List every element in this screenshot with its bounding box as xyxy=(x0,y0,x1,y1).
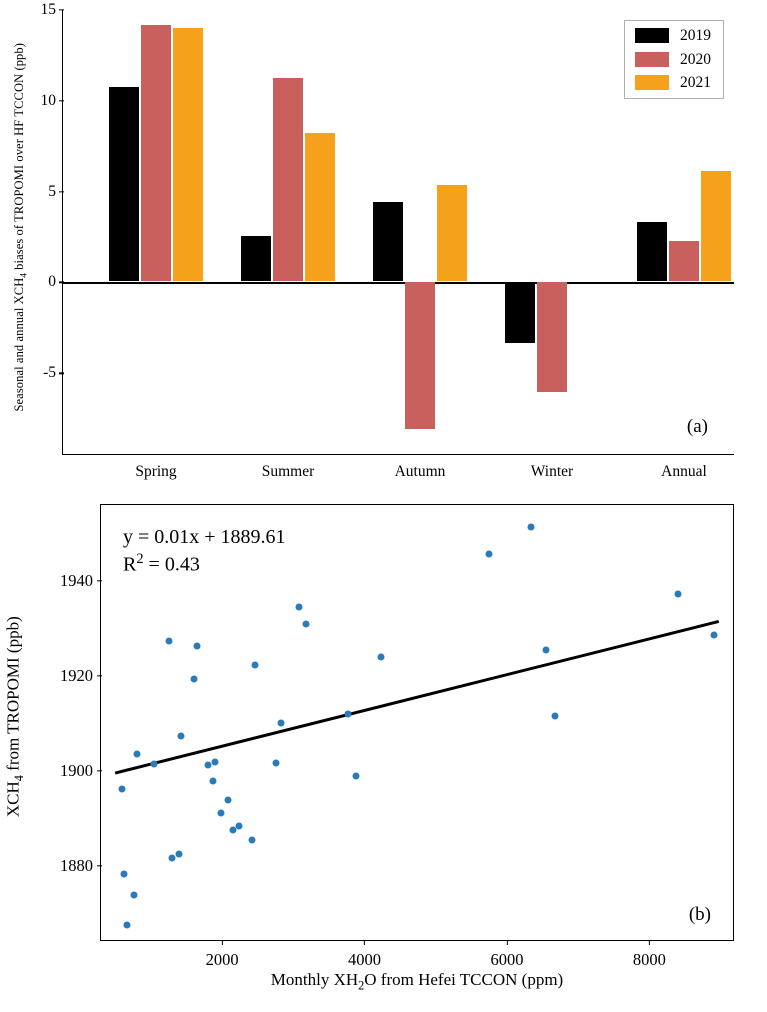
bar-autumn-2021 xyxy=(437,185,467,281)
scatter-point xyxy=(249,837,256,844)
bar-spring-2020 xyxy=(141,25,171,281)
panel-a-group-spring xyxy=(109,10,203,454)
legend-item-2019 xyxy=(635,28,711,44)
bar-spring-2021 xyxy=(173,28,203,281)
panel-b-y-axis-label-pre: XCH xyxy=(3,781,23,818)
bar-summer-2019 xyxy=(241,236,271,281)
scatter-point xyxy=(209,777,216,784)
scatter-point xyxy=(272,759,279,766)
panel-b-x-axis-label-post: O from Hefei TCCON (ppm) xyxy=(364,970,564,989)
scatter-point xyxy=(217,809,224,816)
scatter-point xyxy=(169,855,176,862)
scatter-point xyxy=(543,647,550,654)
panel-b-scatter-chart xyxy=(0,492,767,1012)
scatter-point xyxy=(710,632,717,639)
panel-b-ytick-1920: 1920 xyxy=(60,666,101,686)
panel-b-ytick-1900: 1900 xyxy=(60,761,101,781)
scatter-point xyxy=(344,711,351,718)
panel-b-equation-line: y = 0.01x + 1889.61 xyxy=(123,526,286,548)
panel-a-group-summer xyxy=(241,10,335,454)
bar-autumn-2020 xyxy=(405,282,435,429)
scatter-point xyxy=(177,732,184,739)
scatter-point xyxy=(251,661,258,668)
panel-b-ytick-1880: 1880 xyxy=(60,856,101,876)
panel-b-r2-line xyxy=(123,550,286,578)
panel-b-tag: (b) xyxy=(688,904,711,925)
panel-b-r2-pre: R xyxy=(123,553,137,576)
panel-a-y-axis-label-sub: 4 xyxy=(18,273,29,278)
panel-a-y-axis-label-post: biases of TROPOMI over HF TCCON (ppb) xyxy=(11,43,26,274)
legend-item-2021 xyxy=(635,75,711,91)
scatter-point xyxy=(123,922,130,929)
scatter-point xyxy=(151,760,158,767)
scatter-point xyxy=(303,620,310,627)
panel-b-r2-sup: 2 xyxy=(136,551,144,567)
scatter-point xyxy=(675,590,682,597)
bar-autumn-2019 xyxy=(373,202,403,281)
panel-b-x-axis-label-pre: Monthly XH xyxy=(270,970,359,989)
panel-a-xtick-winter: Winter xyxy=(530,463,574,480)
panel-b-y-axis-label xyxy=(2,492,28,942)
panel-a-xtick-summer: Summer xyxy=(261,463,315,480)
scatter-point xyxy=(194,642,201,649)
scatter-point xyxy=(353,772,360,779)
bar-winter-2020 xyxy=(537,282,567,392)
panel-a-ytick-minus5: -5 xyxy=(43,364,63,382)
legend-swatch-2020 xyxy=(635,52,669,67)
panel-a-bar-chart xyxy=(0,0,767,490)
panel-b-xtick-8000: 8000 xyxy=(633,940,666,970)
scatter-point xyxy=(235,823,242,830)
scatter-point xyxy=(277,720,284,727)
scatter-point xyxy=(165,637,172,644)
bar-winter-2019 xyxy=(505,282,535,343)
panel-b-plot-area xyxy=(60,504,734,969)
panel-a-plot-area xyxy=(40,1,734,480)
panel-a-ytick-0: 0 xyxy=(48,273,63,291)
scatter-point xyxy=(120,870,127,877)
panel-a-y-axis-label-pre: Seasonal and annual XCH xyxy=(11,277,26,412)
scatter-point xyxy=(527,523,534,530)
panel-a-xtick-annual: Annual xyxy=(661,463,707,480)
scatter-point xyxy=(133,751,140,758)
scatter-point xyxy=(224,796,231,803)
scatter-point xyxy=(176,850,183,857)
scatter-point xyxy=(119,786,126,793)
bar-summer-2020 xyxy=(273,78,303,281)
panel-a-group-winter xyxy=(505,10,599,454)
panel-a-ytick-15: 15 xyxy=(41,1,64,19)
panel-b-ytick-1940: 1940 xyxy=(60,571,101,591)
panel-a-tag: (a) xyxy=(686,416,708,437)
bar-annual-2020 xyxy=(669,241,699,282)
legend-label-2020: 2020 xyxy=(680,50,711,68)
panel-a-xtick-autumn: Autumn xyxy=(394,463,446,480)
panel-a-ytick-5: 5 xyxy=(48,183,63,201)
bar-summer-2021 xyxy=(305,133,335,282)
panel-b-y-axis-label-post: from TROPOMI (ppb) xyxy=(3,616,23,776)
panel-a-y-axis-label xyxy=(8,0,32,455)
scatter-point xyxy=(130,891,137,898)
scatter-point xyxy=(212,758,219,765)
scatter-point xyxy=(204,761,211,768)
panel-a-ytick-10: 10 xyxy=(41,92,64,110)
scatter-point xyxy=(296,603,303,610)
bar-annual-2021 xyxy=(701,171,731,282)
bar-annual-2019 xyxy=(637,222,667,282)
panel-b-xtick-4000: 4000 xyxy=(348,940,381,970)
scatter-point xyxy=(485,550,492,557)
panel-a-legend xyxy=(624,20,724,99)
bar-spring-2019 xyxy=(109,87,139,281)
legend-label-2019: 2019 xyxy=(680,27,711,44)
panel-b-xtick-2000: 2000 xyxy=(206,940,239,970)
legend-swatch-2019 xyxy=(635,28,669,43)
legend-item-2020 xyxy=(635,52,711,68)
panel-b-x-axis-label xyxy=(100,970,734,993)
panel-b-xtick-6000: 6000 xyxy=(491,940,524,970)
scatter-point xyxy=(552,712,559,719)
scatter-point xyxy=(190,676,197,683)
panel-a-xtick-spring: Spring xyxy=(135,463,177,480)
panel-a-group-autumn xyxy=(373,10,467,454)
scatter-point xyxy=(378,654,385,661)
legend-swatch-2021 xyxy=(635,75,669,90)
panel-b-x-axis-label-sub: 2 xyxy=(358,978,365,993)
panel-b-r2-post: = 0.43 xyxy=(143,553,200,576)
panel-b-y-axis-label-sub: 4 xyxy=(11,775,26,782)
panel-b-equation-annotation xyxy=(123,525,286,578)
legend-label-2021: 2021 xyxy=(680,74,711,91)
